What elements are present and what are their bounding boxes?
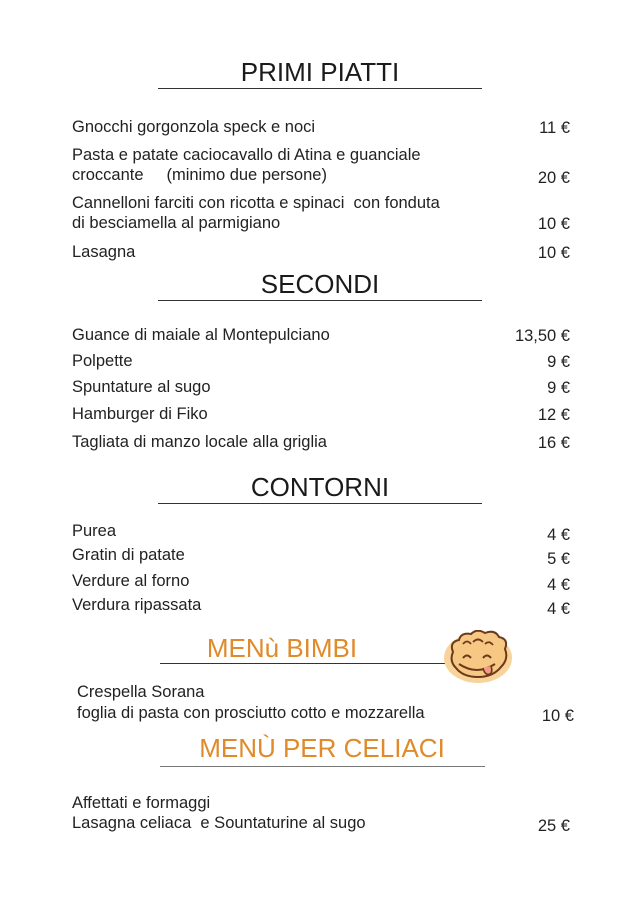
menu-price: 16 € — [537, 434, 570, 452]
section-title-primi: PRIMI PIATTI — [240, 57, 400, 87]
divider — [158, 300, 482, 301]
divider — [160, 663, 445, 664]
divider — [158, 88, 482, 89]
menu-item: Hamburger di Fiko — [72, 405, 208, 423]
menu-price: 25 € — [537, 817, 570, 835]
menu-item: Verdura ripassata — [72, 596, 202, 614]
section-title-secondi: SECONDI — [260, 269, 380, 299]
menu-item: Crespella Sorana — [77, 683, 205, 701]
menu-item: Gnocchi gorgonzola speck e noci — [72, 118, 316, 136]
menu-item-detail: croccante (minimo due persone) — [72, 166, 327, 184]
menu-item: Spuntature al sugo — [72, 378, 211, 396]
section-title-contorni: CONTORNI — [250, 472, 390, 502]
menu-price: 12 € — [537, 406, 570, 424]
menu-price: 10 € — [537, 244, 570, 262]
menu-item-detail: foglia di pasta con prosciutto cotto e mozzarella — [77, 704, 425, 722]
menu-price: 10 € — [541, 707, 574, 725]
menu-item: Tagliata di manzo locale alla griglia — [72, 433, 327, 451]
menu-item: Gratin di patate — [72, 546, 185, 564]
menu-item-detail: di besciamella al parmigiano — [72, 214, 281, 232]
menu-price: 5 € — [547, 550, 570, 568]
menu-item: Cannelloni farciti con ricotta e spinaci con fonduta — [72, 194, 440, 212]
menu-price: 13,50 € — [514, 327, 570, 345]
menu-item: Guance di maiale al Montepulciano — [72, 326, 330, 344]
menu-price: 9 € — [547, 353, 570, 371]
menu-item: Pasta e patate caciocavallo di Atina e guanciale — [72, 146, 421, 164]
divider — [158, 503, 482, 504]
menu-price: 10 € — [537, 215, 570, 233]
menu-item: Verdure al forno — [72, 572, 190, 590]
section-title-celiaci: MENÙ PER CELIACI — [199, 733, 445, 763]
menu-price: 4 € — [547, 600, 570, 618]
menu-item-detail: Lasagna celiaca e Sountaturine al sugo — [72, 814, 366, 832]
menu-price: 11 € — [539, 119, 570, 137]
menu-price: 9 € — [547, 379, 570, 397]
menu-price: 4 € — [547, 576, 570, 594]
smiling-face-icon — [443, 630, 513, 684]
menu-price: 4 € — [547, 526, 570, 544]
section-title-bimbi: MENù BIMBI — [206, 633, 358, 663]
menu-item: Purea — [72, 522, 117, 540]
menu-price: 20 € — [537, 169, 570, 187]
menu-item: Lasagna — [72, 243, 136, 261]
menu-item: Polpette — [72, 352, 133, 370]
menu-item: Affettati e formaggi — [72, 794, 211, 812]
divider — [160, 766, 485, 767]
